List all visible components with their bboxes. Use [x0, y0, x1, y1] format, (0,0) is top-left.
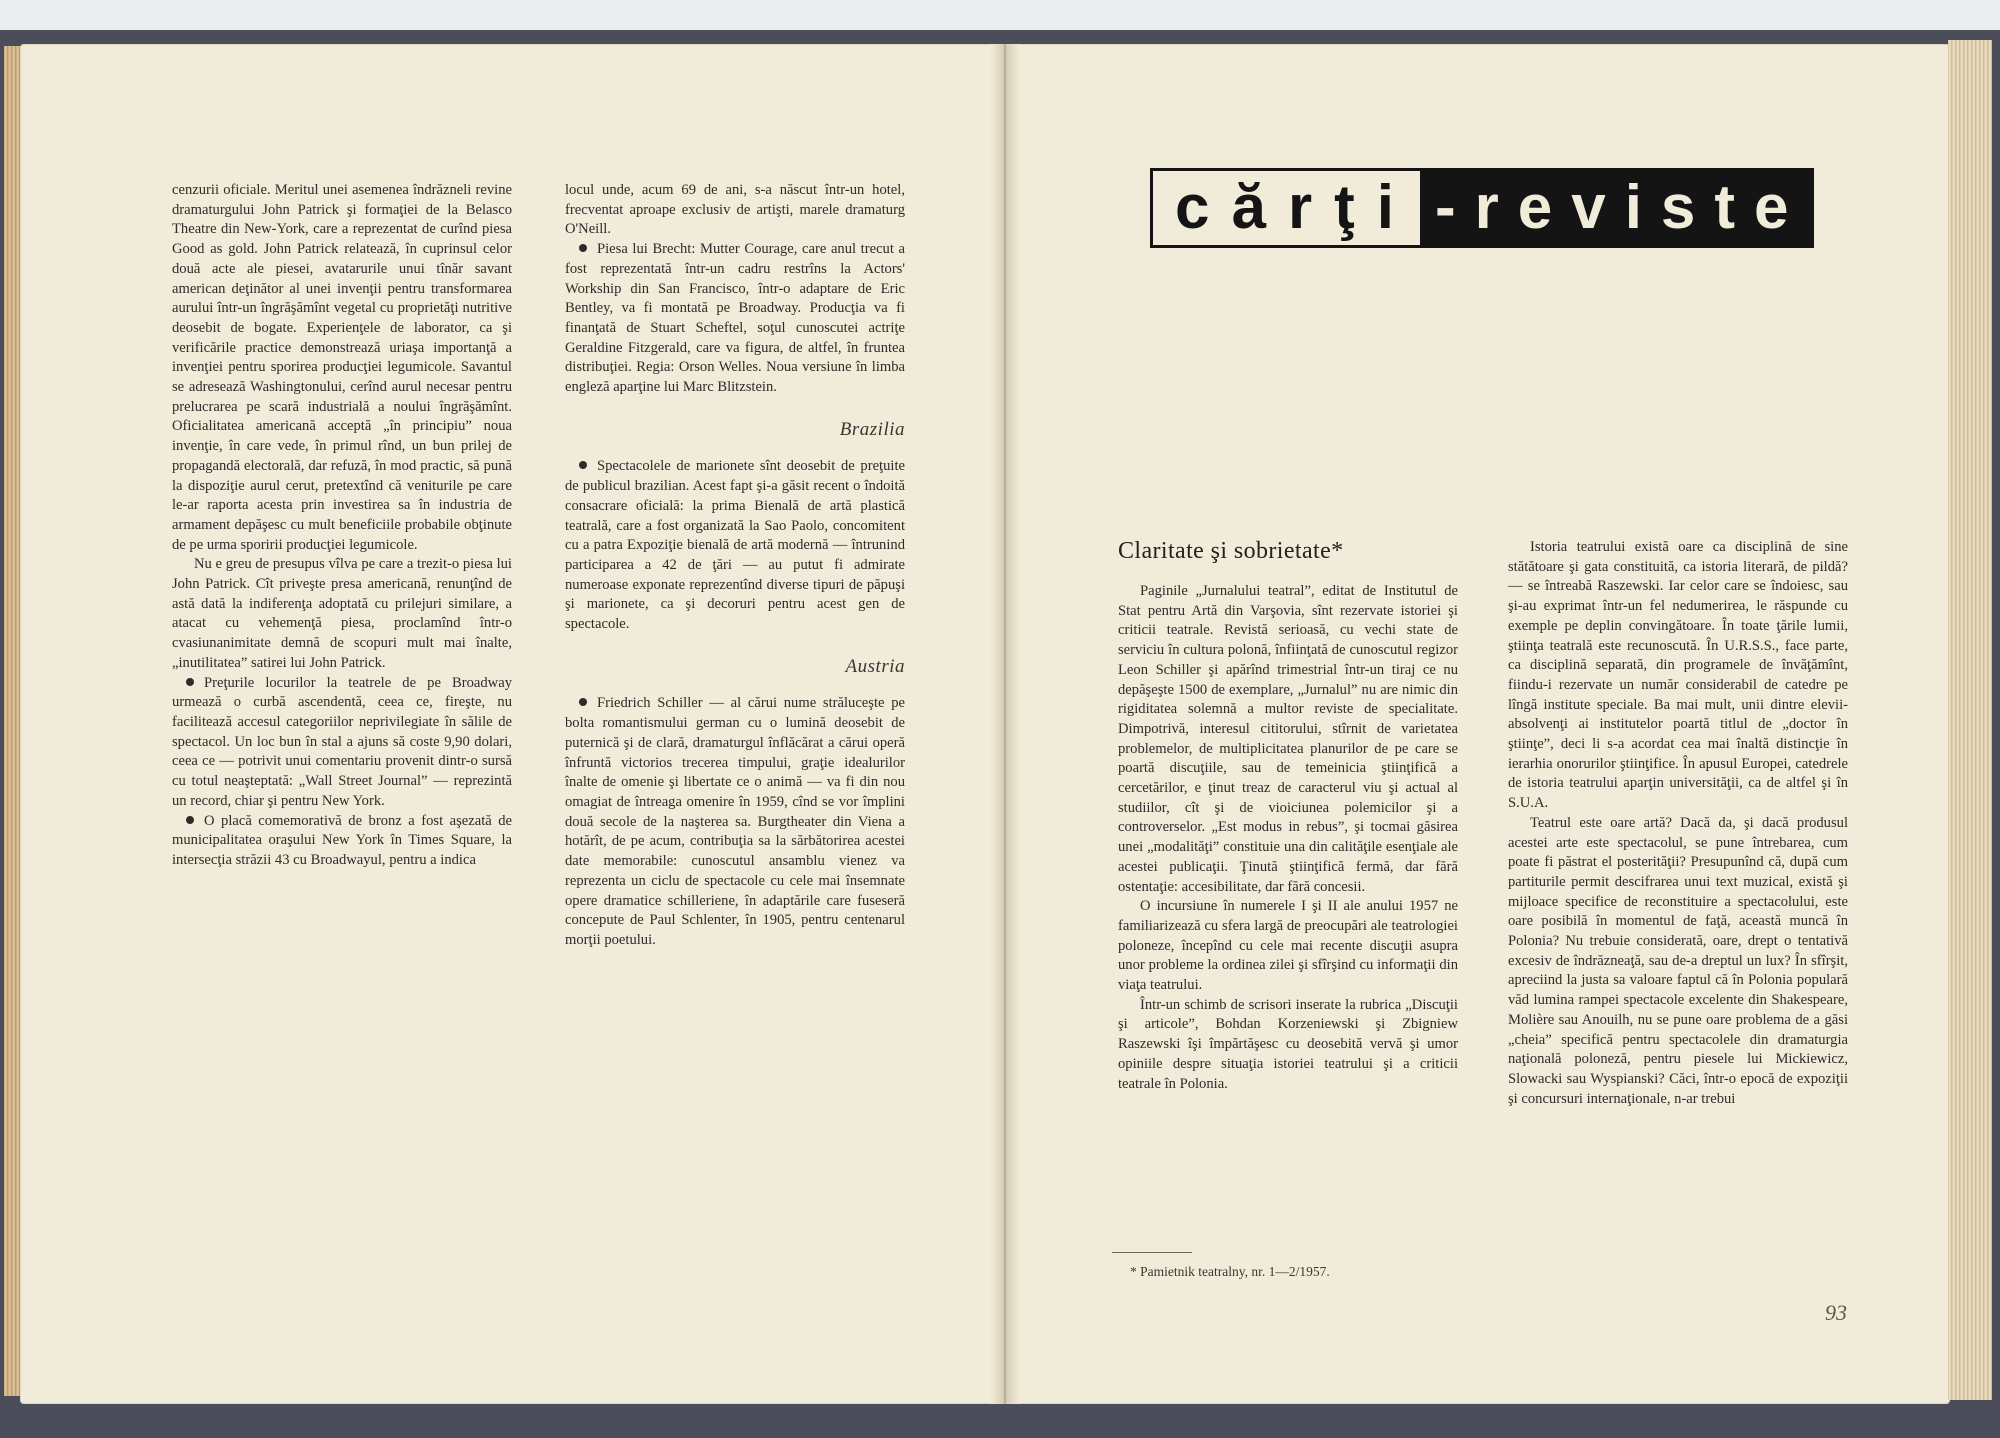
paragraph: Teatrul este oare artă? Dacă da, şi dacă produsul acestei arte este spectacolul, se pune întrebarea, cum poate fi păstrat el posterităţii? Presupunînd că, după cum partiturile permit descifrarea unui text muzical, există şi mijloace specifice de reconstituire a spectacolului, este oare posibilă în momentul de faţă, această muncă în Polonia? Nu trebuie considerată, oare, drept o tentativă excesiv de îndrăzneaţă, sau de-a dreptul un lux? În sfîrşit, apreciind la justa sa valoare faptul că în Polonia populară văd lumina rampei spectacole excelente din Shakespeare, Molière sau Anouilh, nu se pune oare problema de a găsi „cheia” specifică pentru spectacolele din dramaturgia naţională poloneză, pentru piesele lui Mickiewicz, Slowacki sau Wyspianski? Căci, într-o epocă de expoziţii şi concursuri internaţionale, n-ar trebui: [1508, 814, 1848, 1107]
paragraph: Istoria teatrului există oare ca disciplină de sine stătătoare şi gata constituită, ca istoria literară, de pildă? — se întreabă Raszewski. Iar celor care se îndoiesc, sau şi-au exprimat într-un fel nedumerirea, le răspunde cu exemple pe deplin convingătoare. În toate ţările lumii, ştiinţa teatrală este recunoscută. În U.R.S.S., face parte, ca disciplină separată, din programele de învăţămînt, fiindu-i rezervate un număr considerabil de catedre pe lîngă institute speciale. Ba mai mult, unii dintre elevii-absolvenţi ai institutelor poartă titlul de „doctor în ştiinţe”, deci li s-a acordat cea mai înaltă distincţie în ierarhia onorurilor ştiinţifice. În apusul Europei, catedrele de istoria teatrului aparţin universităţii, ca de altfel şi în S.U.A.: [1508, 539, 1848, 812]
article-title: Claritate şi sobrietate*: [1118, 538, 1344, 564]
bullet-paragraph: Friedrich Schiller — al cărui nume străluceşte pe bolta romantismului german cu o lumină deosebit de puternică şi de clară, dramaturgul înflăcărat a cărui operă înfruntă victorios trecerea timpului, graţie idealurilor înalte de omenie şi libertate ce o animă — va fi din nou omagiat de întreaga omenire în 1959, cînd se vor împlini două secole de la naşterea sa. Burgtheater din Viena a hotărît, de pe acum, contribuţia sa la sărbătorirea acestei date memorabile: cunoscutul ansamblu vienez va reprezenta un ciclu de spectacole cu cele mai însemnate opere dramatice schilleriene, în adaptările care fuseseră concepute de Paul Schlenter, în 1905, pentru centenarul morţii poetului.: [565, 694, 905, 950]
page-number: 93: [1825, 1300, 1847, 1325]
footnote: * Pamietnik teatralny, nr. 1—2/1957.: [1130, 1264, 1330, 1279]
bullet-paragraph: Spectacolele de marionete sînt deosebit de preţuite de publicul brazilian. Acest fapt şi-a găsit recent o îndoită consacrare oficială: la prima Bienală de artă plastică teatrală, care a fost organizată la Sao Paolo, concomitent cu a patra Expoziţie bienală de artă modernă — întrunind participarea a 42 de ţări — au putut fi admirate numeroase exponate reprezentînd diverse tipuri de păpuşi şi marionete, ca şi decoruri pentru acest gen de spectacole.: [565, 457, 905, 634]
scan-background-top: [0, 0, 2000, 30]
footnote-rule: [1112, 1252, 1192, 1253]
bullet-paragraph: O placă comemorativă de bronz a fost aşezată de municipalitatea oraşului New York în Times Square, la intersecţia străzii 43 cu Broadwayul, pentru a indica: [172, 812, 512, 871]
brazil-section: [565, 457, 905, 634]
left-column-2: [565, 181, 905, 951]
usa-continued-section: [565, 181, 905, 398]
right-column-b: [1508, 538, 1848, 1109]
paragraph: locul unde, acum 69 de ani, s-a născut într-un hotel, frecventat aproape exclusiv de artişti, marele dramaturg O'Neill.: [565, 182, 905, 238]
book-gutter: [990, 44, 1020, 1404]
austria-section: [565, 694, 905, 950]
paragraph: Paginile „Jurnalului teatral”, editat de Institutul de Stat pentru Artă din Varşovia, sînt rezervate istoriei şi criticii teatrale. Revistă serioasă, cu vechi state de serviciu în cultura polonă, înfiinţată de cunoscutul regizor Leon Schiller şi apărînd trimestrial într-un tiraj ce nu depăşeşte 1500 de exemplare, „Jurnalul” nu are nimic din rigiditatea solemnă a multor reviste de specialitate. Dimpotrivă, interesul cititorului, stîrnit de varietatea problemelor, de multiplicitatea planurilor de pe care se poartă discuţiile, sau de temeinicia ştiinţifică a cercetărilor, e ţinut treaz de caracterul viu şi actual al studiilor, cît şi de vioiciunea polemicilor şi a controverselor. „Est modus in rebus”, şi tocmai găsirea unei „modalităţi” constituie una din calităţile esenţiale ale acestei publicaţii. Ţinută ştiinţifică fermă, dar fără ostentaţie: accesibilitate, dar fără concesii.: [1118, 583, 1458, 895]
left-column-1: [172, 181, 512, 871]
paragraph: cenzurii oficiale. Meritul unei asemenea îndrăzneli revine dramaturgului John Patrick şi formaţiei de la Belasco Theatre din New-York, care a reprezentat de curînd piesa Good as gold. John Patrick relatează, în cuprinsul celor două acte ale piesei, avatarurile unui tînăr savant american deţinător al unei invenţii pentru transformarea aurului într-un îngrăşămînt vegetal cu proprietăţi nutritive deosebit de bogate. Experienţele de laborator, ca şi verificările practice demonstrează uriaşa importanţă a invenţiei pentru sporirea producţiei legumicole. Savantul se adresează Washingtonului, cerînd aurul necesar pentru prelucrarea pe scară industrială a noului îngrăşămînt. Oficialitatea americană acceptă „în principiu” noua invenţie, în care vede, în primul rînd, un bun prilej de propagandă electorală, dar refuză, în mod practic, să pună la dispoziţie aurul cerut, pretextînd că veniturile pe care le-ar raporta acesta prin investirea sa în industria de armament depăşesc cu mult beneficiile probabile obţinute de pe urma sporirii producţiei legumicole.: [172, 182, 512, 553]
bullet-paragraph: Piesa lui Brecht: Mutter Courage, care anul trecut a fost reprezentată într-un cadru restrîns la Actors' Workship din San Francisco, într-o adaptare de Eric Bentley, va fi montată pe Broadway. Producţia va fi finanţată de Stuart Scheftel, soţul cunoscutei actriţe Geraldine Fitzgerald, care va figura, de altfel, în fruntea distribuţiei. Regia: Orson Welles. Noua versiune în limba engleză aparţine lui Marc Blitzstein.: [565, 240, 905, 398]
paragraph: Nu e greu de presupus vîlva pe care a trezit-o piesa lui John Patrick. Cît priveşte presa americană, renunţînd de astă dată la indiferenţa adoptată cu prilejuri similare, a atacat cu vehemenţă piesa, proclamînd într-o cvasiunanimitate demnă de scopuri mult mai înalte, „inutilitatea” satirei lui John Patrick.: [172, 556, 512, 671]
heading-brazilia: Brazilia: [839, 418, 905, 440]
right-page-edges: [1948, 40, 1992, 1400]
paragraph: O incursiune în numerele I şi II ale anului 1957 ne familiarizează cu sfera largă de preocupări ale teatrologiei poloneze, începînd cu cele mai recente discuţii asupra unor probleme la ordinea zilei şi sfîrşind cu informaţii din viaţa teatrului.: [1118, 898, 1458, 994]
section-banner: [1150, 168, 1814, 248]
heading-austria: Austria: [845, 655, 905, 677]
banner-reviste: -reviste: [1423, 168, 1814, 248]
right-column-a: [1118, 582, 1458, 1094]
banner-carti: cărţi: [1150, 168, 1423, 248]
bullet-paragraph: Preţurile locurilor la teatrele de pe Broadway urmează o curbă ascendentă, ceea ce, fireşte, nu facilitează accesul categoriilor neprivilegiate în sălile de spectacol. Un loc bun în stal a ajuns să coste 9,90 dolari, ceea ce — potrivit unui comentariu provenit dintr-o sursă cu totul neaşteptată: „Wall Street Journal” — reprezintă un record, chiar şi pentru New York.: [172, 674, 512, 812]
paragraph: Într-un schimb de scrisori inserate la rubrica „Discuţii şi articole”, Bohdan Korzeniewski şi Zbigniew Raszewski îşi împărtăşesc cu deosebită vervă şi umor opiniile despre situaţia istoriei teatrului şi a criticii teatrale în Polonia.: [1118, 996, 1458, 1092]
